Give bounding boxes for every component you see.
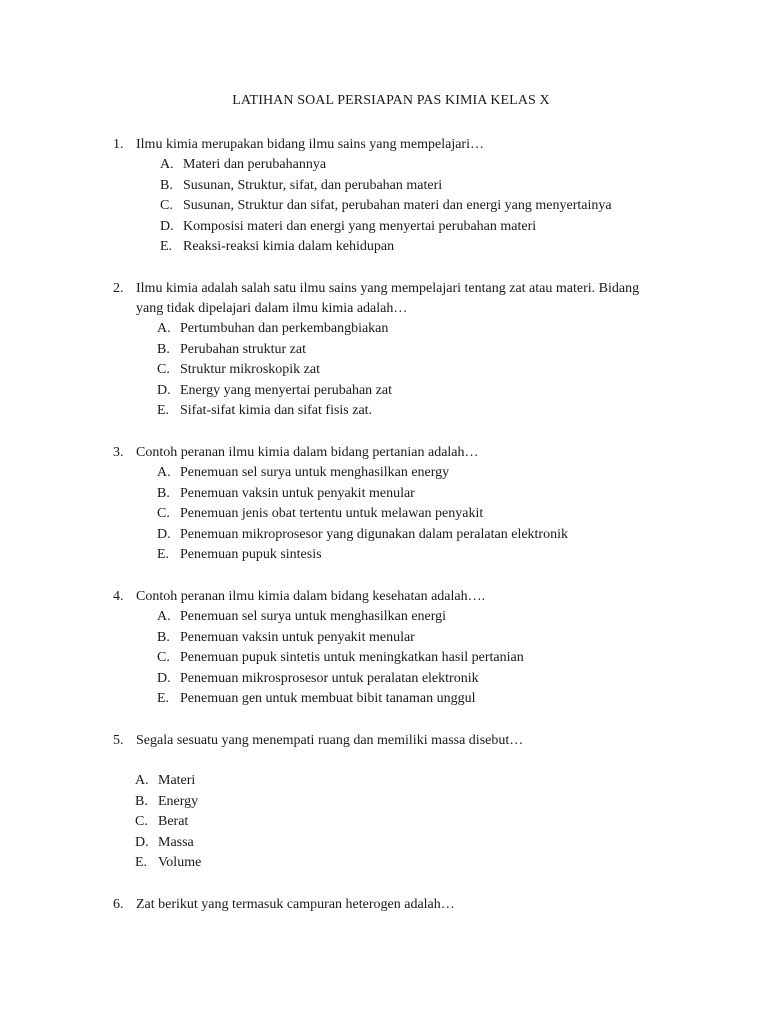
question-text: yang tidak dipelajari dalam ilmu kimia adalah… xyxy=(136,301,408,316)
option-letter: A. xyxy=(157,609,171,624)
option-letter: E. xyxy=(157,547,170,562)
question-text: Ilmu kimia adalah salah satu ilmu sains yang mempelajari tentang zat atau materi. Bidang xyxy=(136,281,640,296)
question-number: 1. xyxy=(113,137,124,152)
option-letter: E. xyxy=(135,855,148,870)
option-text: Penemuan mikroprosesor yang digunakan dalam peralatan elektronik xyxy=(180,527,568,542)
option-text: Susunan, Struktur, sifat, dan perubahan materi xyxy=(183,178,443,193)
option-letter: D. xyxy=(135,835,149,850)
option-letter: C. xyxy=(157,506,170,521)
option-letter: E. xyxy=(160,239,173,254)
option-text: Penemuan mikrosprosesor untuk peralatan elektronik xyxy=(180,671,479,686)
question-number: 3. xyxy=(113,445,124,460)
question-number: 4. xyxy=(113,589,124,604)
question-text: Contoh peranan ilmu kimia dalam bidang kesehatan adalah…. xyxy=(136,589,486,604)
option-letter: C. xyxy=(135,814,148,829)
option-text: Penemuan pupuk sintesis xyxy=(180,547,322,562)
option-text: Penemuan sel surya untuk menghasilkan energi xyxy=(180,609,447,624)
option-text: Struktur mikroskopik zat xyxy=(180,362,320,377)
option-text: Penemuan pupuk sintetis untuk meningkatkan hasil pertanian xyxy=(180,650,524,665)
page-title: LATIHAN SOAL PERSIAPAN PAS KIMIA KELAS X xyxy=(232,93,550,108)
option-text: Reaksi-reaksi kimia dalam kehidupan xyxy=(183,239,395,254)
option-letter: D. xyxy=(157,671,171,686)
option-text: Volume xyxy=(158,855,202,870)
option-text: Energy yang menyertai perubahan zat xyxy=(180,383,392,398)
option-text: Susunan, Struktur dan sifat, perubahan materi dan energi yang menyertainya xyxy=(183,198,612,213)
option-text: Komposisi materi dan energi yang menyertai perubahan materi xyxy=(183,219,537,234)
option-letter: C. xyxy=(157,650,170,665)
option-text: Energy xyxy=(158,794,199,809)
option-text: Materi xyxy=(158,773,196,788)
question-text: Ilmu kimia merupakan bidang ilmu sains yang mempelajari… xyxy=(136,137,484,152)
option-text: Penemuan gen untuk membuat bibit tanaman unggul xyxy=(180,691,476,706)
option-text: Massa xyxy=(158,835,194,850)
option-text: Penemuan vaksin untuk penyakit menular xyxy=(180,486,415,501)
option-letter: E. xyxy=(157,403,170,418)
option-text: Penemuan sel surya untuk menghasilkan energy xyxy=(180,465,450,480)
option-letter: D. xyxy=(157,527,171,542)
option-letter: D. xyxy=(160,219,174,234)
option-letter: A. xyxy=(157,321,171,336)
option-letter: A. xyxy=(157,465,171,480)
question-text: Contoh peranan ilmu kimia dalam bidang pertanian adalah… xyxy=(136,445,479,460)
option-letter: B. xyxy=(157,630,170,645)
option-text: Penemuan vaksin untuk penyakit menular xyxy=(180,630,415,645)
question-number: 5. xyxy=(113,733,124,748)
option-letter: B. xyxy=(135,794,148,809)
question-number: 2. xyxy=(113,281,124,296)
option-text: Berat xyxy=(158,814,189,829)
question-text: Segala sesuatu yang menempati ruang dan memiliki massa disebut… xyxy=(136,733,524,748)
question-text: Zat berikut yang termasuk campuran heterogen adalah… xyxy=(136,897,455,912)
option-letter: B. xyxy=(157,342,170,357)
option-text: Sifat-sifat kimia dan sifat fisis zat. xyxy=(180,403,373,418)
option-letter: C. xyxy=(157,362,170,377)
option-text: Materi dan perubahannya xyxy=(183,157,327,172)
option-letter: C. xyxy=(160,198,173,213)
option-letter: D. xyxy=(157,383,171,398)
option-letter: B. xyxy=(160,178,173,193)
option-letter: A. xyxy=(160,157,174,172)
option-text: Pertumbuhan dan perkembangbiakan xyxy=(180,321,389,336)
question-number: 6. xyxy=(113,897,124,912)
option-letter: A. xyxy=(135,773,149,788)
option-letter: B. xyxy=(157,486,170,501)
option-text: Penemuan jenis obat tertentu untuk melawan penyakit xyxy=(180,506,484,521)
option-text: Perubahan struktur zat xyxy=(180,342,306,357)
option-letter: E. xyxy=(157,691,170,706)
